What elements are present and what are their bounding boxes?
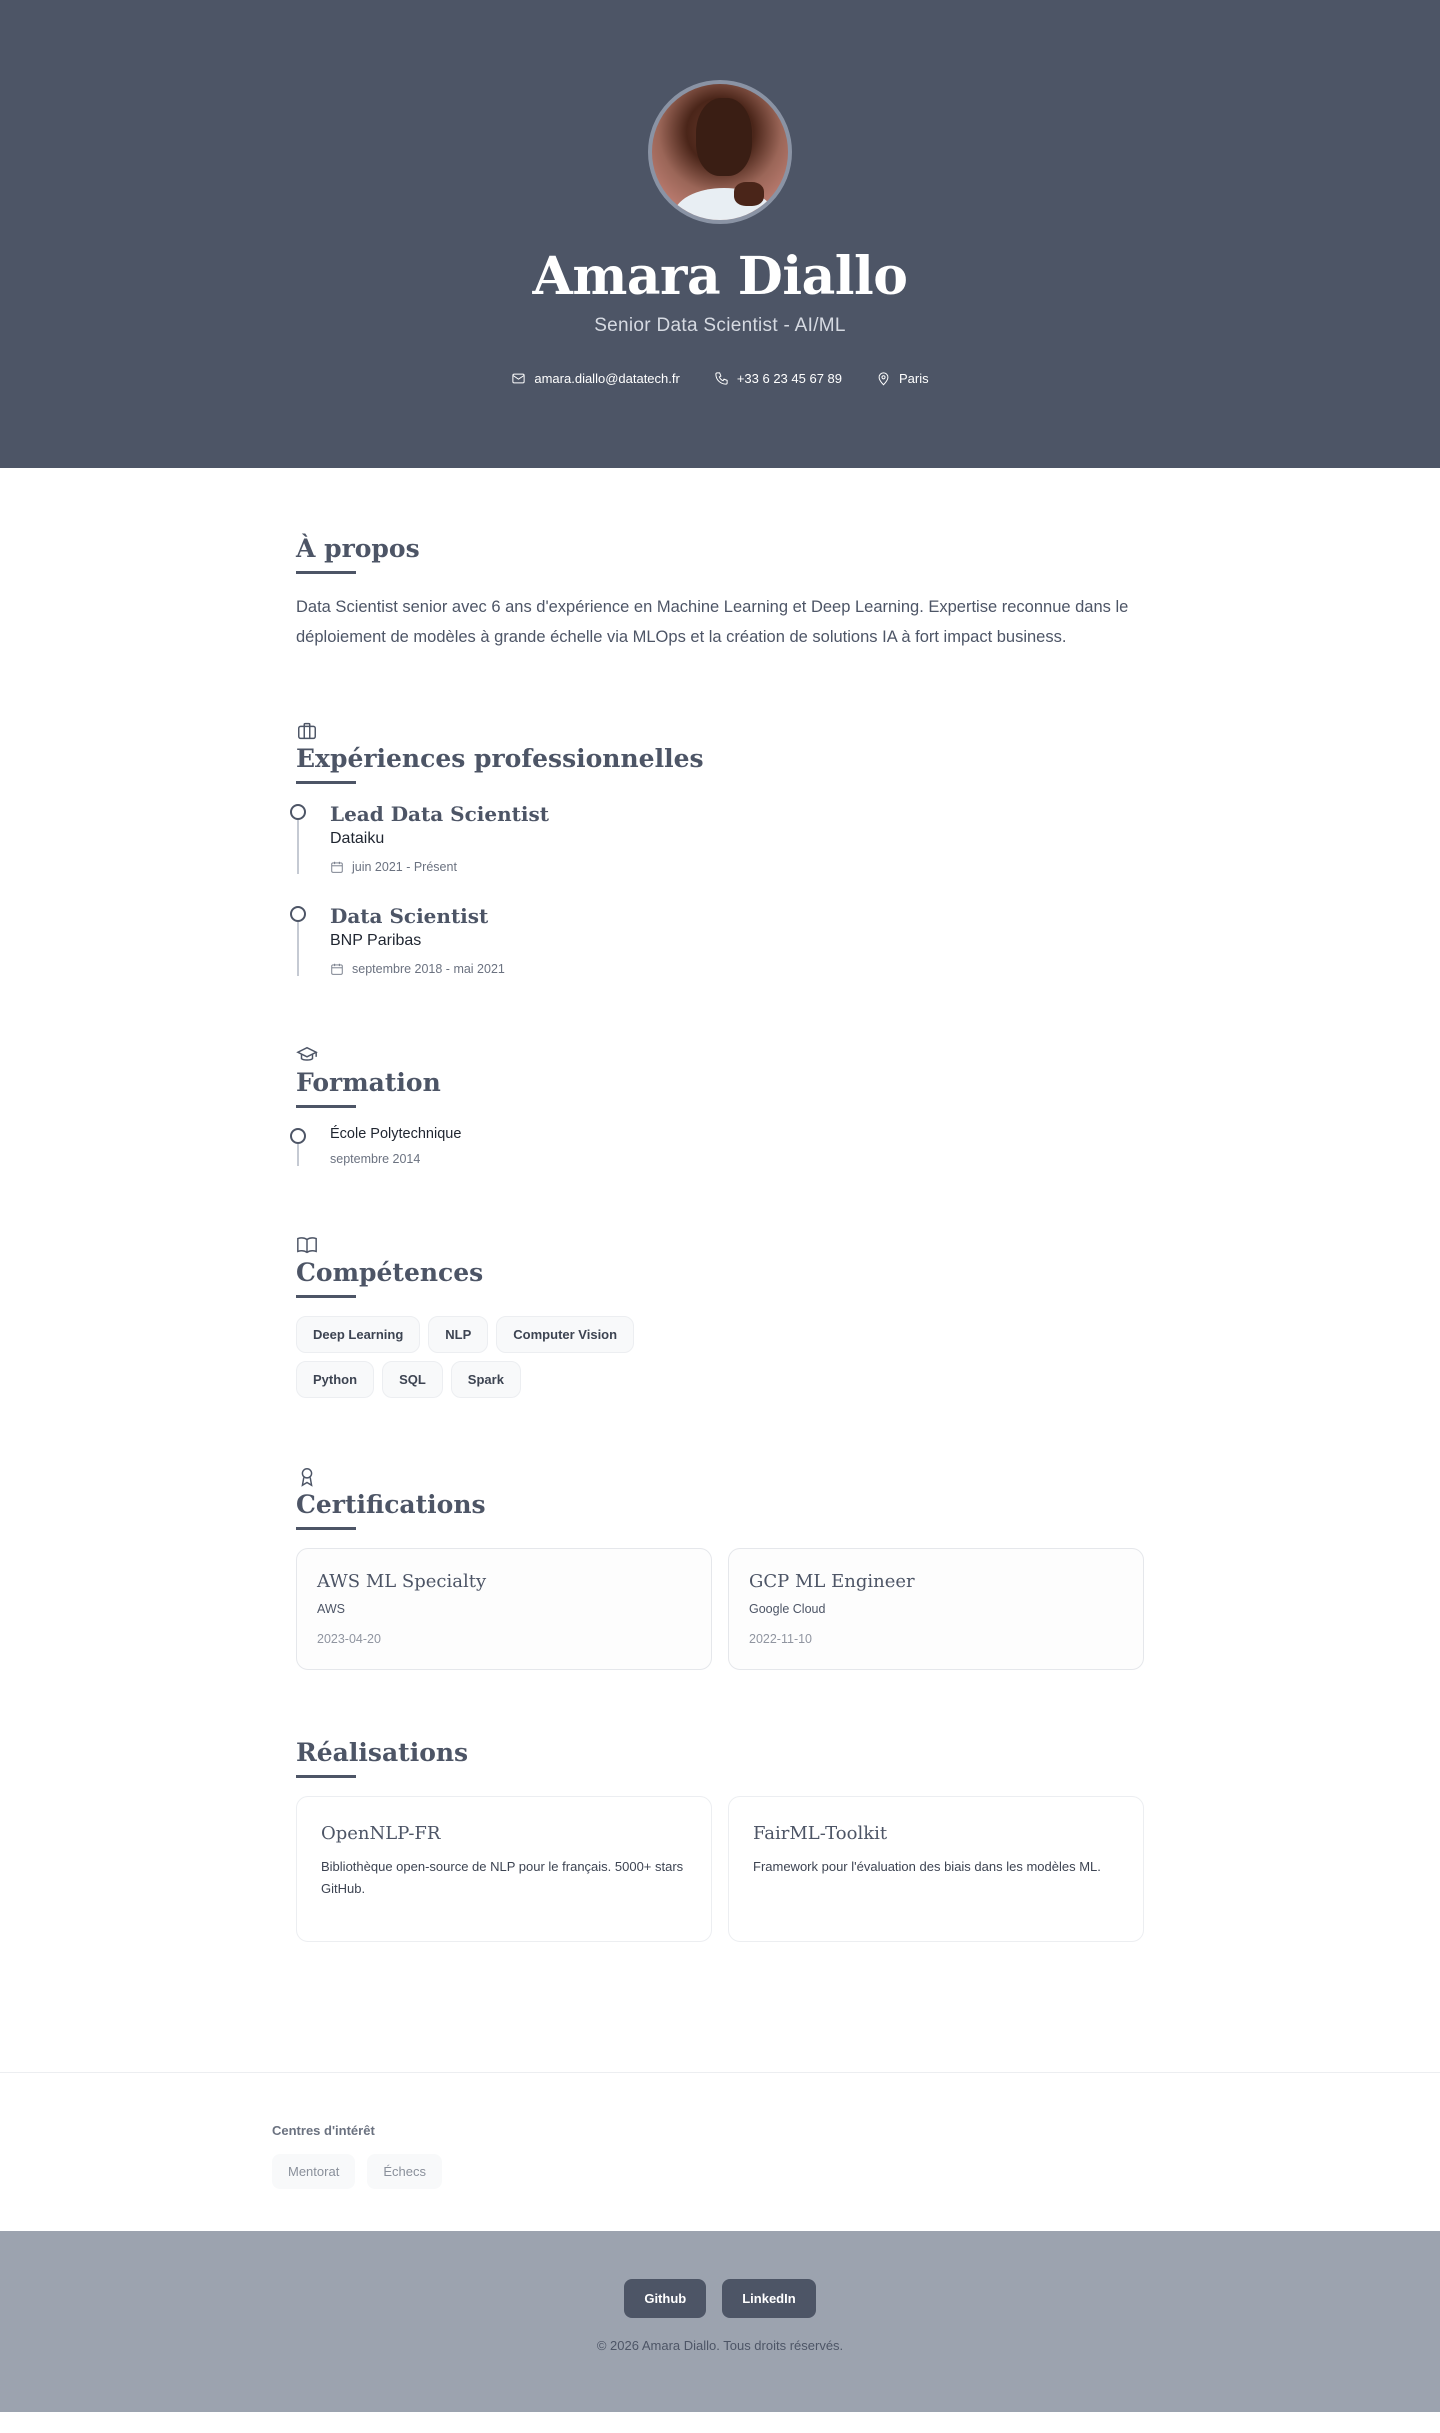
copyright-text: © 2026 Amara Diallo. Tous droits réservés.: [596, 2338, 844, 2353]
certification-list: [296, 1548, 1144, 1670]
book-open-icon: [296, 1234, 318, 1256]
school-name: École Polytechnique: [330, 1126, 462, 1142]
title-underline: [296, 781, 356, 784]
profile-header: [0, 0, 1440, 468]
contact-location: [876, 371, 929, 386]
achievements-section: [296, 1738, 1144, 1942]
skill-chip: SQL: [382, 1361, 443, 1398]
linkedin-button[interactable]: LinkedIn: [722, 2279, 815, 2318]
certification-card: [728, 1548, 1144, 1670]
experience-item: [296, 904, 1144, 976]
job-dates: [330, 860, 1144, 874]
title-underline: [296, 571, 356, 574]
phone-icon: [714, 371, 729, 386]
title-underline: [296, 1105, 356, 1108]
achievement-card: [296, 1796, 712, 1942]
calendar-icon: [330, 860, 344, 874]
certification-card: [296, 1548, 712, 1670]
certification-date: 2022-11-10: [749, 1632, 813, 1646]
school-date: septembre 2014: [330, 1152, 421, 1166]
timeline-dot: [290, 1128, 306, 1144]
job-company: Dataiku: [330, 830, 385, 847]
achievement-name: FairML-Toolkit: [753, 1823, 888, 1844]
interest-chip: Mentorat: [272, 2154, 355, 2189]
main-content: [296, 468, 1144, 1942]
section-title: Expériences professionnelles: [296, 744, 704, 773]
title-underline: [296, 1775, 356, 1778]
certification-name: AWS ML Specialty: [317, 1571, 487, 1592]
page-footer: [0, 2231, 1440, 2412]
achievement-name: OpenNLP-FR: [321, 1823, 441, 1844]
profile-name: Amara Diallo: [532, 246, 908, 307]
contact-phone[interactable]: [714, 371, 842, 386]
certification-name: GCP ML Engineer: [749, 1571, 915, 1592]
section-title: À propos: [296, 534, 420, 563]
job-company: BNP Paribas: [330, 932, 422, 949]
map-pin-icon: [876, 371, 891, 386]
contact-email[interactable]: [511, 371, 679, 386]
skills-section: [296, 1234, 1144, 1398]
experience-item: [296, 802, 1144, 874]
contact-location-text: Paris: [899, 371, 929, 386]
job-title: Data Scientist: [330, 904, 489, 928]
education-section: [296, 1044, 1144, 1166]
skill-chip: Deep Learning: [296, 1316, 420, 1353]
certification-issuer: AWS: [317, 1602, 346, 1616]
section-title: Réalisations: [296, 1738, 469, 1767]
job-dates: [330, 962, 1144, 976]
achievement-list: [296, 1796, 1144, 1942]
about-text: Data Scientist senior avec 6 ans d'expérience en Machine Learning et Deep Learning. Expertise reconnue dans le déploiement de modèles à grande échelle via MLOps et la création de solutions IA à fort impact business.: [296, 598, 1129, 646]
calendar-icon: [330, 962, 344, 976]
skill-chip: Python: [296, 1361, 374, 1398]
contact-list: [511, 371, 928, 386]
briefcase-icon: [296, 720, 318, 742]
experience-section: [296, 720, 1144, 976]
skill-chip: Spark: [451, 1361, 521, 1398]
interest-chip: Échecs: [367, 2154, 442, 2189]
education-item: [296, 1126, 1144, 1166]
job-dates-text: juin 2021 - Présent: [352, 860, 457, 874]
title-underline: [296, 1527, 356, 1530]
github-button[interactable]: Github: [624, 2279, 706, 2318]
section-title: Certifications: [296, 1490, 486, 1519]
skill-chip: NLP: [428, 1316, 488, 1353]
skill-list: [296, 1316, 656, 1398]
avatar: [648, 80, 792, 224]
interests-label: Centres d'intérêt: [272, 2123, 375, 2138]
achievement-description: Bibliothèque open-source de NLP pour le français. 5000+ stars GitHub.: [321, 1859, 684, 1896]
skill-chip: Computer Vision: [496, 1316, 634, 1353]
timeline-dot: [290, 906, 306, 922]
contact-email-text: amara.diallo@datatech.fr: [534, 371, 680, 386]
award-icon: [296, 1466, 318, 1488]
contact-phone-text: +33 6 23 45 67 89: [736, 371, 842, 386]
section-title: Formation: [296, 1068, 441, 1097]
mail-icon: [511, 371, 526, 386]
achievement-card: [728, 1796, 1144, 1942]
certification-issuer: Google Cloud: [749, 1602, 826, 1616]
certifications-section: [296, 1466, 1144, 1670]
interest-list: [272, 2154, 1168, 2189]
achievement-description: Framework pour l'évaluation des biais dans les modèles ML.: [753, 1859, 1101, 1874]
interests-section: [0, 2072, 1440, 2231]
job-dates-text: septembre 2018 - mai 2021: [352, 962, 505, 976]
about-section: [296, 534, 1144, 652]
certification-date: 2023-04-20: [317, 1632, 381, 1646]
timeline-dot: [290, 804, 306, 820]
social-links: [624, 2279, 815, 2318]
graduation-cap-icon: [296, 1044, 318, 1066]
job-title: Lead Data Scientist: [330, 802, 549, 826]
profile-role: Senior Data Scientist - AI/ML: [594, 315, 846, 336]
section-title: Compétences: [296, 1258, 484, 1287]
title-underline: [296, 1295, 356, 1298]
